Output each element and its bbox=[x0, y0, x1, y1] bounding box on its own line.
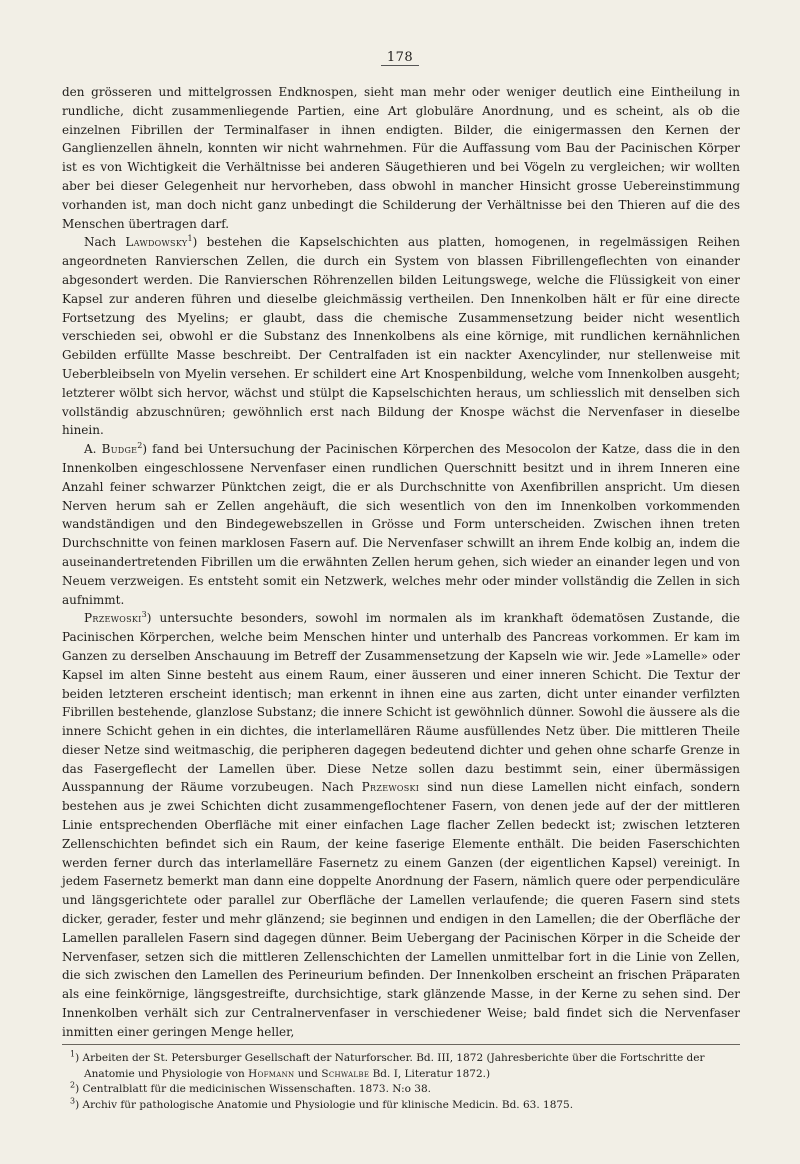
footnote-1-text-a: ) Arbeiten der St. Petersburger Gesellschaft der Naturforscher. Bd. III, 1872 (Jahresberichte über die Fortschritte der Anatomie und Physiologie von bbox=[75, 1052, 705, 1080]
footnote-3-text: ) Archiv für pathologische Anatomie und Physiologie und für klinische Medicin. Bd. 63. 1875. bbox=[75, 1098, 574, 1111]
footnote-1-text-c: Bd. I, Literatur 1872.) bbox=[372, 1067, 491, 1080]
footnote-ref-1: 1 bbox=[187, 234, 193, 244]
footnote-1-text-b: und bbox=[297, 1067, 319, 1080]
footnote-1 bbox=[62, 1051, 740, 1082]
paragraph-4-text-b: sind nun diese Lamellen nicht einfach, sondern bestehen aus je zwei Schichten dicht zusammengeflochtener Fasern, von denen jede auf der der mittleren Linie entsprechenden Oberfläche mit einer einfachen Lage flacher Zellen bedeckt ist; zwischen letzteren Zellenschichten befindet sich ein Raum, der keine faserige Elemente enthält. Die beiden Faserschichten werden ferner durch das interlamelläre Fasernetz zu einem Ganzen (der eigentlichen Kapsel) vereinigt. In jedem Fasernetz bemerkt man dann eine doppelte Anordnung der Fasern, nämlich quere oder perpendiculäre und längsgerichtete oder parallel zur Oberfläche der Lamellen verlaufende; die queren Fasern sind stets dicker, gerader, fester und mehr glänzend; sie beginnen und endigen in den Lamellen; die der Oberfläche der Lamellen parallelen Fasern sind dagegen dünner. Beim Uebergang der Pacinischen Körper in die Scheide der Nervenfaser, setzen sich die mittleren Zellenschichten der Lamellen unmittelbar fort in die Linie von Zellen, die sich zwischen den Lamellen des Perineurium befinden. Der Innenkolben erscheint an frischen Präparaten als eine feinkörnige, längsgestreifte, durchsichtige, stark glänzende Masse, in der Kerne zu sehen sind. Der Innenkolben verhält sich zur Centralnervenfaser in verschiedener Weise; bald findet sich die Nervenfaser inmitten einer geringen Menge heller, bbox=[62, 780, 740, 1039]
footnote-3 bbox=[62, 1098, 740, 1114]
footnote-2-text: ) Centralblatt für die medicinischen Wissenschaften. 1873. N:o 38. bbox=[75, 1083, 431, 1095]
author-lawdowsky: Lawdowsky bbox=[125, 235, 188, 250]
page-number bbox=[0, 50, 800, 65]
footnote-ref-2: 2 bbox=[137, 441, 143, 451]
body-text bbox=[62, 83, 740, 1042]
footnote-3-mark: 3 bbox=[70, 1096, 76, 1105]
paragraph-1: den grösseren und mittelgrossen Endknospen, sieht man mehr oder weniger deutlich eine Eintheilung in rundliche, dicht zusammenliegende Partien, eine Art globuläre Anordnung, und es scheint, als ob die einzelnen Fibrillen der Terminalfaser in ihnen endigten. Bilder, die einigermassen den Kernen der Ganglienzellen ähneln, konnten wir nicht wahrnehmen. Für die Auffassung vom Bau der Pacinischen Körper ist es von Wichtigkeit die Verhältnisse bei anderen Säugethieren und bei Vögeln zu vergleichen; wir wollten aber bei dieser Gelegenheit nur hervorheben, dass obwohl in mancher Hinsicht grosse Uebereinstimmung vorhanden ist, man doch nicht ganz unbedingt die Schilderung der Verhältnisse bei den Thieren auf die des Menschen übertragen darf. bbox=[62, 85, 740, 231]
paragraph-2-lead: Nach bbox=[84, 235, 117, 250]
paragraph-2 bbox=[62, 233, 740, 440]
author-przewoski-second: Przewoski bbox=[361, 780, 420, 795]
footnotes bbox=[62, 1044, 740, 1113]
footnote-ref-3: 3 bbox=[141, 610, 147, 620]
footnote-2-mark: 2 bbox=[70, 1080, 76, 1090]
author-schwalbe: Schwalbe bbox=[321, 1067, 370, 1080]
paragraph-3-text: ) fand bei Untersuchung der Pacinischen Körperchen des Mesocolon der Katze, dass die in den Innenkolben eingeschlossene Nervenfaser einen rundlichen Querschnitt besitzt und in ihrem Inneren eine Anzahl feiner schwarzer Pünktchen zeigt, die er als Durchschnitte von Axenfibrillen anspricht. Um diesen Nerven herum sah er Zellen angehäuft, die sich wesentlich von den im Innenkolben vorkommenden wandständigen und den Bindegewebszellen in Grösse und Form unterscheiden. Zwischen ihnen treten Durchschnitte von feinen marklosen Fasern auf. Die Nervenfaser schwillt an ihrem Ende kolbig an, indem die auseinandertretenden Fibrillen um die erwähnten Zellen herum gehen, sich wieder an einander legen und von Neuem verzweigen. Es entsteht somit ein Netzwerk, welches mehr oder minder vollständig die Zellen in sich aufnimmt. bbox=[62, 442, 740, 607]
footnote-2 bbox=[62, 1082, 740, 1098]
author-przewoski: Przewoski bbox=[84, 611, 142, 626]
author-budge: Budge bbox=[101, 442, 138, 457]
paragraph-3-lead: A. bbox=[84, 442, 97, 457]
paragraph-2-text: ) bestehen die Kapselschichten aus platten, homogenen, in regelmässigen Reihen angeordneten Ranvierschen Zellen, die durch ein System von blassen Fibrillengeflechten von einander abgesondert werden. Die Ranvierschen Röhrenzellen bilden Leitungswege, welche die Flüssigkeit von einer Kapsel zur anderen führen und dieselbe gleichmässig vertheilen. Den Innenkolben hält er für eine directe Fortsetzung des Myelins; er glaubt, dass die chemische Zusammensetzung beider nicht wesentlich verschieden sei, obwohl er die Substanz des Innenkolbens als eine körnige, mit rundlichen kernähnlichen Gebilden erfüllte Masse beschreibt. Der Centralfaden ist ein nackter Axencylinder, nur stellenweise mit Ueberbleibseln von Myelin versehen. Er schildert eine Art Knospenbildung, welche vom Innenkolben ausgeht; letzterer wölbt sich hervor, wächst und stülpt die Kapselschichten heraus, um schliesslich mit denselben sich vollständig abzuschnüren; gewöhnlich erst nach Bildung der Knospe wächst die Nervenfaser in dieselbe hinein. bbox=[62, 235, 740, 438]
paragraph-4-text-a: ) untersuchte besonders, sowohl im normalen als im krankhaft ödematösen Zustande, die Pacinischen Körperchen, welche beim Menschen hinter und unterhalb des Pancreas vorkommen. Er kam im Ganzen zu derselben Anschauung im Betreff der Zusammensetzung der Kapseln wie wir. Jede »Lamelle» oder Kapsel im alten Sinne besteht aus einem Raum, einer äusseren und einer inneren Schicht. Die Textur der beiden letzteren erscheint identisch; man erkennt in ihnen eine aus zarten, dicht unter einander verfilzten Fibrillen bestehende, glanzlose Substanz; die innere Schicht ist gewöhnlich dünner. Sowohl die äussere als die innere Schicht gehen in ein dichtes, die interlamellären Räume ausfüllendes Netz über. Die mittleren Theile dieser Netze sind weitmaschig, die peripheren dagegen bedeutend dichter und gehen ohne scharfe Grenze in das Fasergeflecht der Lamellen über. Diese Netze sollen dazu bestimmt sein, einer übermässigen Ausspannung der Räume vorzubeugen. Nach bbox=[62, 611, 740, 795]
footnote-1-mark: 1 bbox=[70, 1049, 76, 1059]
page-number-text: 178 bbox=[381, 50, 419, 66]
paragraph-4 bbox=[62, 609, 740, 1041]
paragraph-3 bbox=[62, 440, 740, 609]
author-hofmann: Hofmann bbox=[248, 1067, 295, 1080]
